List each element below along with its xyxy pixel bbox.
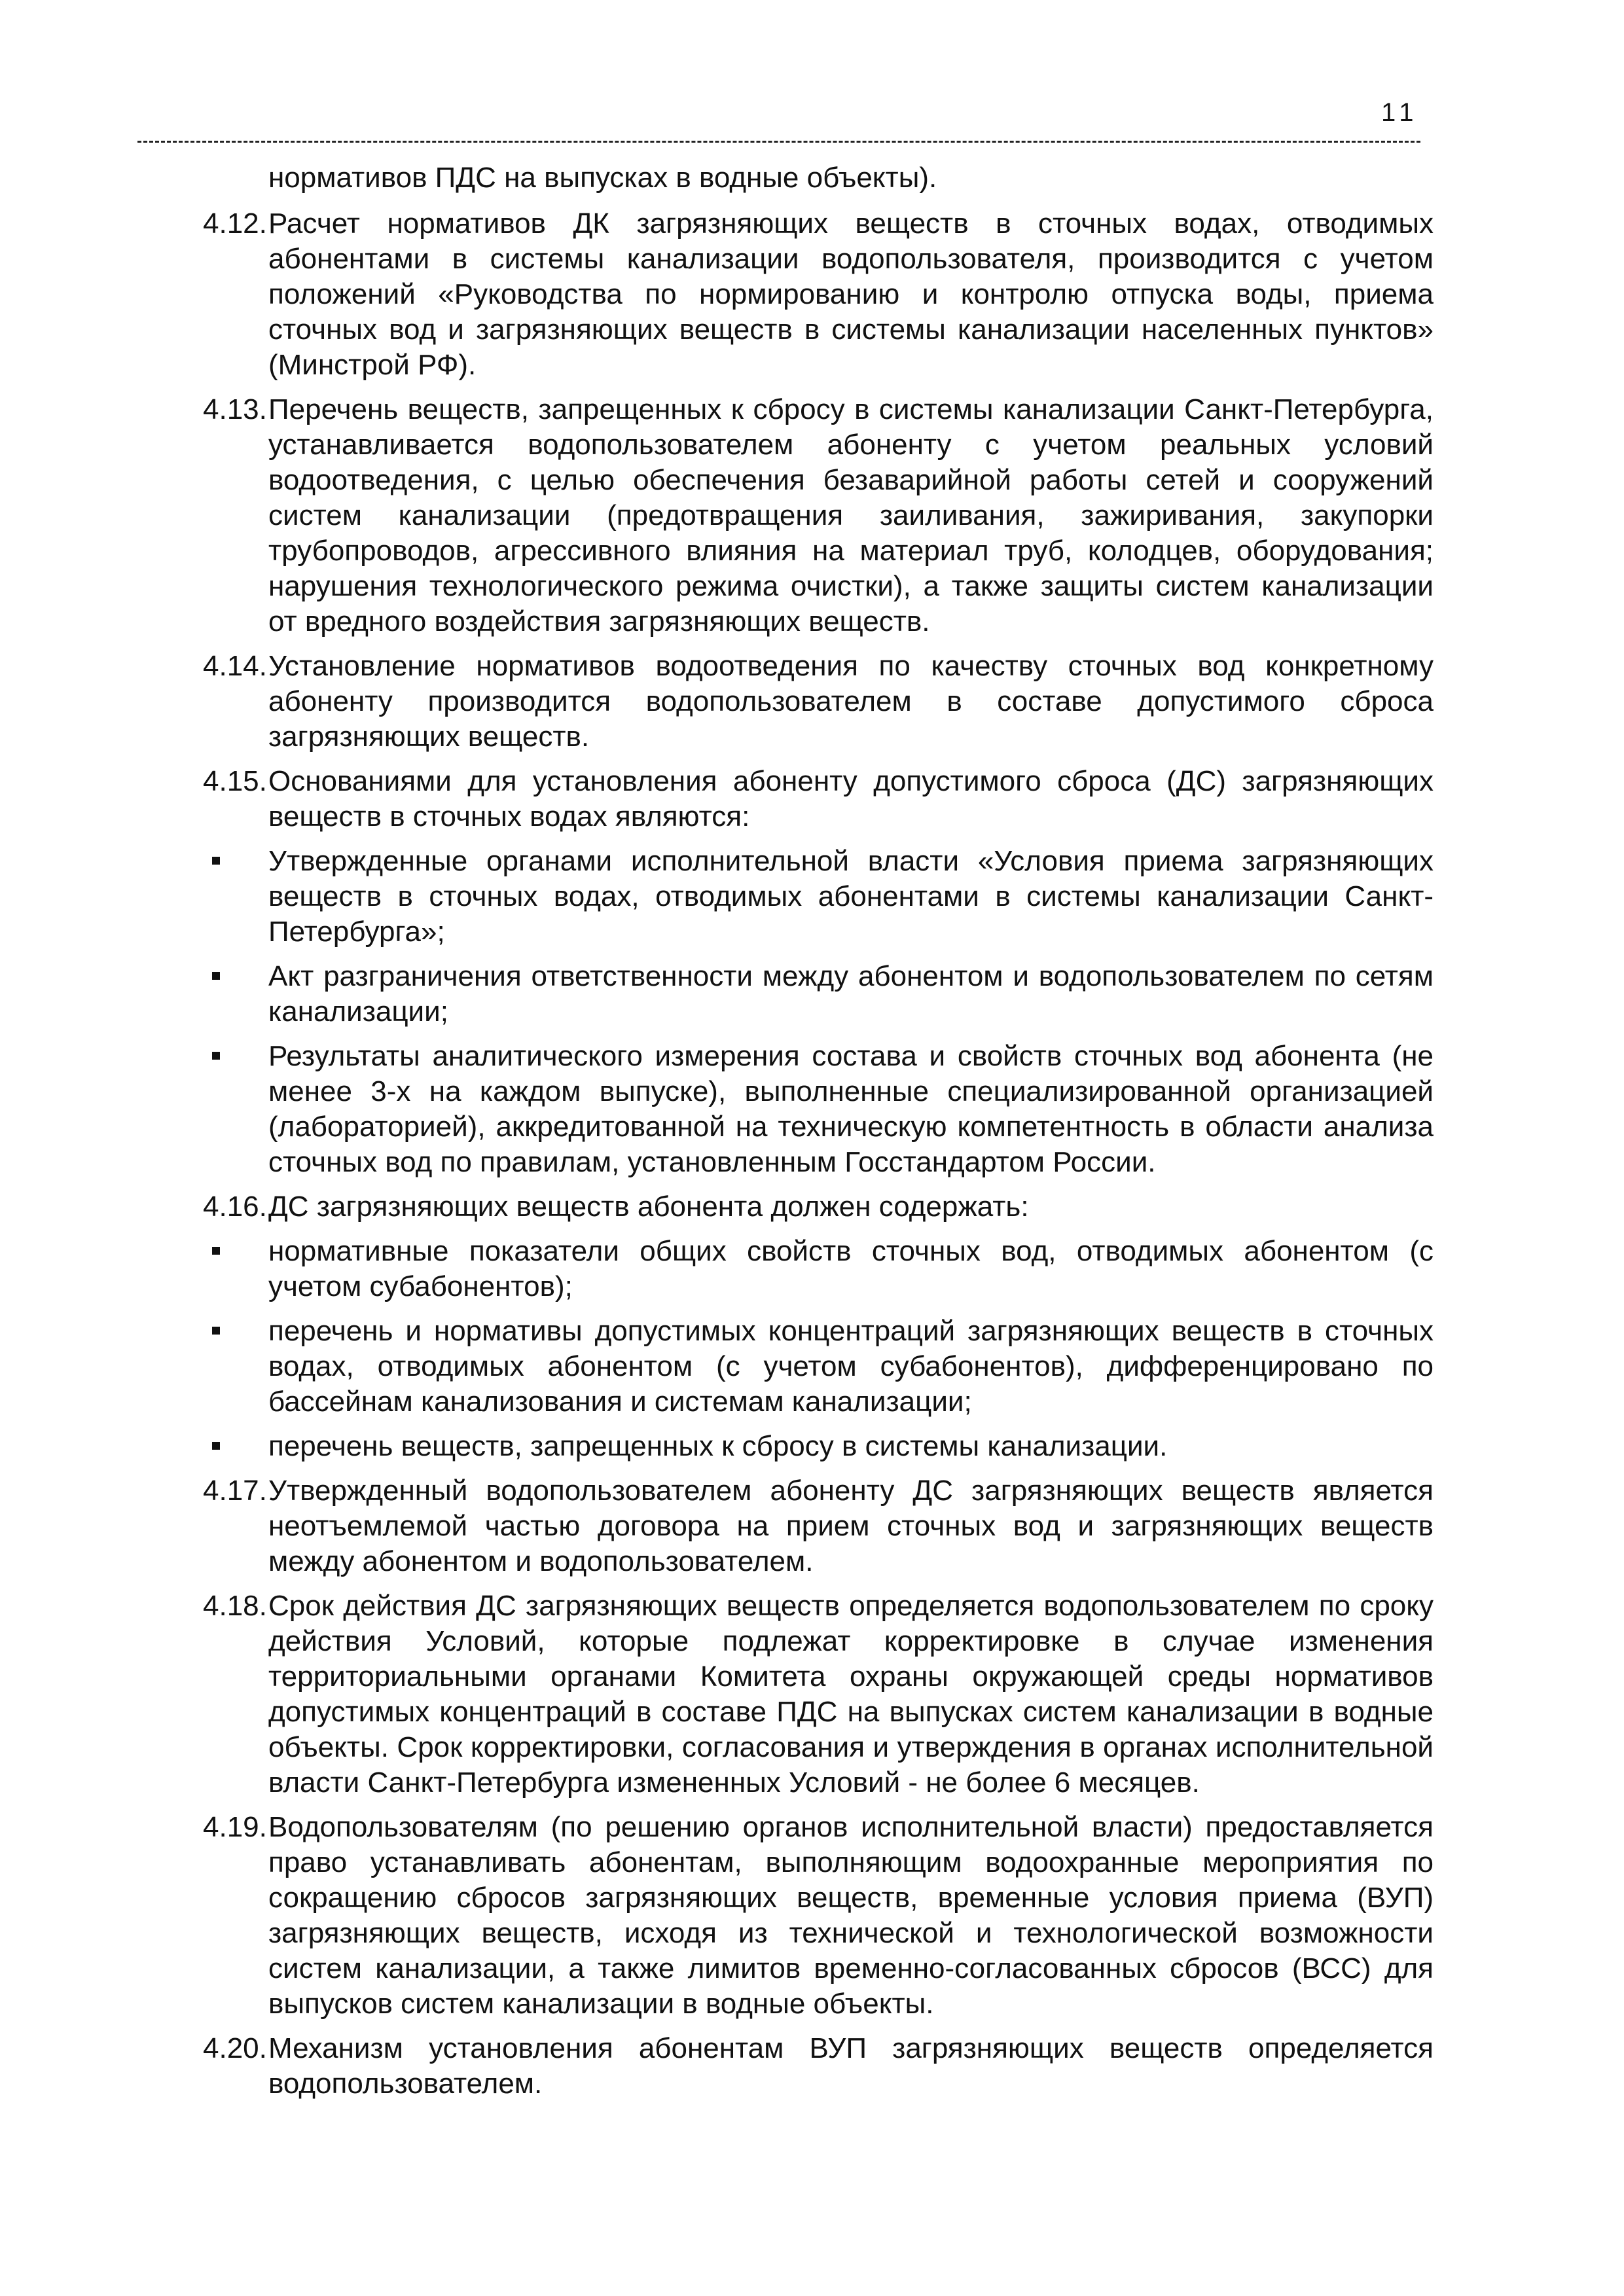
bullet-icon: [212, 1247, 220, 1255]
list-item-text: перечень веществ, запрещенных к сбросу в системы канализации.: [268, 1430, 1168, 1462]
paragraph-text: Перечень веществ, запрещенных к сбросу в системы канализации Санкт-Петербурга, устанавливается водопользователем абоненту с учетом реальных условий водоотведения, с целью обеспечения безаварийной работы сетей и сооружений систем канализации (предотвращения заиливания, зажиривания, закупорки трубопроводов, агрессивного влияния на материал труб, колодцев, оборудования; нарушения технологического режима очистки), а также защиты систем канализации от вредного воздействия загрязняющих веществ.: [268, 393, 1434, 637]
bullet-icon: [212, 1052, 220, 1060]
list-item: [203, 959, 1434, 1030]
bullet-icon: [212, 1327, 220, 1335]
paragraph-4-15: [203, 764, 1434, 834]
paragraph-text: Утвержденный водопользователем абоненту ДС загрязняющих веществ является неотъемлемой частью договора на прием сточных вод и загрязняющих веществ между абонентом и водопользователем.: [268, 1475, 1434, 1577]
paragraph-number: 4.13.: [203, 393, 267, 425]
paragraph-number: 4.12.: [203, 207, 267, 240]
paragraph-4-17: [203, 1473, 1434, 1579]
paragraph-number: 4.14.: [203, 650, 267, 682]
list-item-text: Результаты аналитического измерения состава и свойств сточных вод абонента (не менее 3-х на каждом выпуске), выполненные специализированной организацией (лабораторией), аккредитованной на техническую компетентность в области анализа сточных вод по правилам, установленным Госстандартом России.: [268, 1040, 1434, 1178]
header-rule: [137, 141, 1420, 143]
list-item-text: нормативные показатели общих свойств сточных вод, отводимых абонентом (с учетом субабонентов);: [268, 1235, 1434, 1302]
list-item-text: перечень и нормативы допустимых концентраций загрязняющих веществ в сточных водах, отводимых абонентом (с учетом субабонентов), дифференцировано по бассейнам канализования и системам канализации;: [268, 1315, 1434, 1418]
paragraph-number: 4.19.: [203, 1811, 267, 1843]
list-item: [203, 1429, 1434, 1464]
paragraph-text: Водопользователям (по решению органов исполнительной власти) предоставляется право устанавливать абонентам, выполняющим водоохранные мероприятия по сокращению сбросов загрязняющих веществ, временные условия приема (ВУП) загрязняющих веществ, исходя из технической и технологической возможности систем канализации, а также лимитов временно-согласованных сбросов (ВСС) для выпусков систем канализации в водные объекты.: [268, 1811, 1434, 2020]
paragraph-number: 4.15.: [203, 765, 267, 797]
document-body: [203, 160, 1434, 2111]
continuation-text: нормативов ПДС на выпусках в водные объекты).: [268, 162, 937, 194]
list-item-text: Акт разграничения ответственности между абонентом и водопользователем по сетям канализации;: [268, 960, 1434, 1028]
paragraph-text: Расчет нормативов ДК загрязняющих веществ в сточных водах, отводимых абонентами в системы канализации водопользователя, производится с учетом положений «Руководства по нормированию и контролю отпуска воды, приема сточных вод и загрязняющих веществ в системы канализации населенных пунктов» (Минстрой РФ).: [268, 207, 1434, 381]
page-number: 11: [1381, 98, 1419, 127]
paragraph-4-19: [203, 1810, 1434, 2022]
paragraph-number: 4.18.: [203, 1590, 267, 1622]
paragraph-text: Установление нормативов водоотведения по качеству сточных вод конкретному абоненту производится водопользователем в составе допустимого сброса загрязняющих веществ.: [268, 650, 1434, 753]
list-item: [203, 844, 1434, 950]
bullet-icon: [212, 857, 220, 865]
paragraph-4-18: [203, 1588, 1434, 1801]
list-item-text: Утвержденные органами исполнительной власти «Условия приема загрязняющих веществ в сточных водах, отводимых абонентами в системы канализации Санкт-Петербурга»;: [268, 845, 1434, 948]
list-item: [203, 1234, 1434, 1304]
paragraph-text: Срок действия ДС загрязняющих веществ определяется водопользователем по сроку действия Условий, которые подлежат корректировке в случае изменения территориальными органами Комитета охраны окружающей среды нормативов допустимых концентраций в составе ПДС на выпусках систем канализации в водные объекты. Срок корректировки, согласования и утверждения в органах исполнительной власти Санкт-Петербурга измененных Условий - не более 6 месяцев.: [268, 1590, 1434, 1799]
paragraph-number: 4.20.: [203, 2032, 267, 2064]
bullet-icon: [212, 1442, 220, 1450]
paragraph-4-13: [203, 392, 1434, 639]
paragraph-4-14: [203, 649, 1434, 755]
paragraph-4-16: [203, 1189, 1434, 1225]
paragraph-text: ДС загрязняющих веществ абонента должен содержать:: [268, 1191, 1029, 1223]
list-item: [203, 1039, 1434, 1180]
paragraph-text: Основаниями для установления абоненту допустимого сброса (ДС) загрязняющих веществ в сточных водах являются:: [268, 765, 1434, 833]
paragraph-4-12: [203, 206, 1434, 383]
paragraph-text: Механизм установления абонентам ВУП загрязняющих веществ определяется водопользователем.: [268, 2032, 1434, 2100]
list-item: [203, 1314, 1434, 1420]
paragraph-4-20: [203, 2031, 1434, 2102]
paragraph-number: 4.17.: [203, 1475, 267, 1507]
bullet-icon: [212, 972, 220, 980]
paragraph-number: 4.16.: [203, 1191, 267, 1223]
